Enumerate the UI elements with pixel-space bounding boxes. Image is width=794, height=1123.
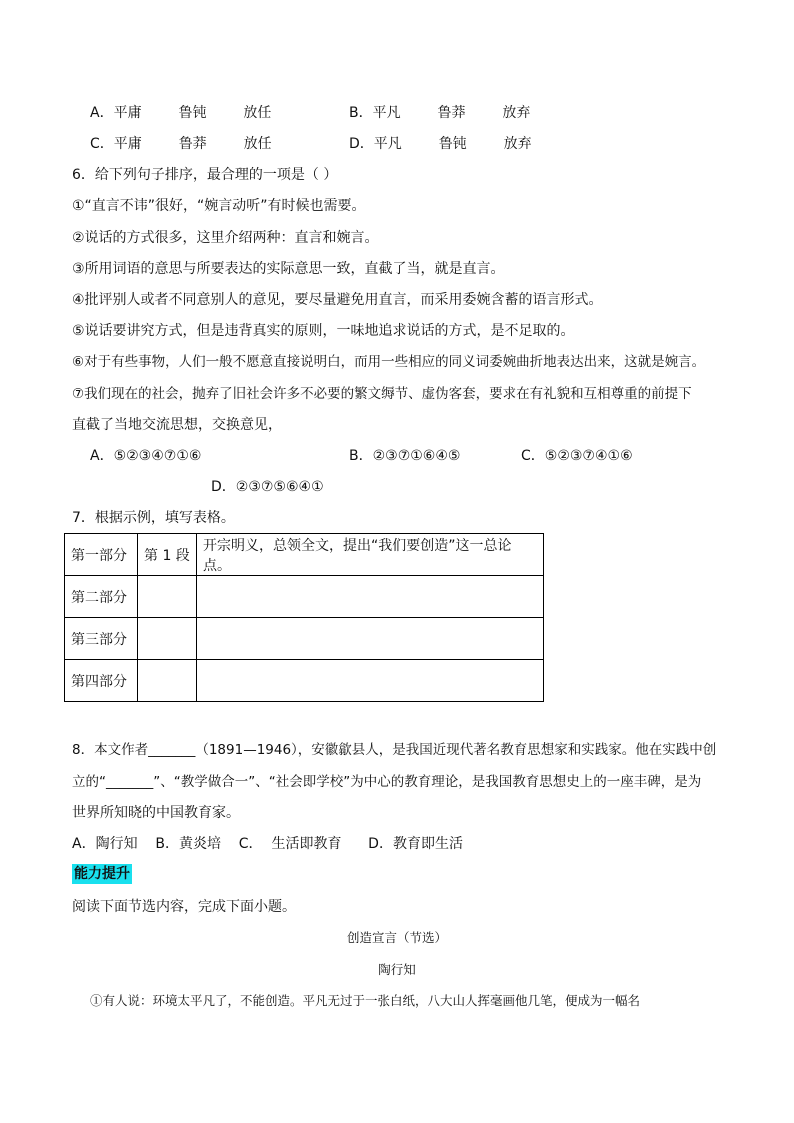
q6-stem: 6．给下列句子排序，最合理的一项是（ ） xyxy=(72,167,338,183)
section-tag: 能力提升 xyxy=(74,866,130,882)
q6-sentence-5: ⑤说话要讲究方式，但是违背真实的原则，一味地追求说话的方式，是不足取的。 xyxy=(72,323,575,339)
q6-sentence-7b: 直截了当地交流思想，交换意见， xyxy=(72,417,282,433)
q5-a-word3: 放任 xyxy=(243,105,272,121)
q5-option-d xyxy=(349,134,532,154)
table-cell-part: 第三部分 xyxy=(65,618,138,660)
table-cell-desc[interactable] xyxy=(197,618,544,660)
q6-sentence-3: ③所用词语的意思与所要表达的实际意思一致，直截了当，就是直言。 xyxy=(72,261,505,277)
q5-d-word1: D．平凡 xyxy=(349,136,402,152)
passage-paragraph-1: ①有人说：环境太平凡了，不能创造。平凡无过于一张白纸，八大山人挥毫画他几笔，便成为一幅名 xyxy=(90,993,641,1008)
q8-line-3: 世界所知晓的中国教育家。 xyxy=(72,805,240,821)
q5-a-word1: A．平庸 xyxy=(90,105,142,121)
table-cell-para[interactable] xyxy=(138,576,197,618)
table-cell-desc[interactable] xyxy=(197,576,544,618)
q5-option-b xyxy=(349,103,530,123)
table-cell-para: 第 1 段 xyxy=(138,534,197,576)
table-row xyxy=(65,576,544,618)
table-cell-part: 第四部分 xyxy=(65,660,138,702)
q6-option-c: C．⑤②③⑦④①⑥ xyxy=(521,448,633,464)
q6-option-b: B．②③⑦①⑥④⑤ xyxy=(349,448,461,464)
q5-a-word2: 鲁钝 xyxy=(178,105,207,121)
table-cell-para[interactable] xyxy=(138,618,197,660)
q8-options: A．陶行知 B．黄炎培 C． 生活即教育 D．教育即生活 xyxy=(72,836,463,852)
table-cell-part: 第二部分 xyxy=(65,576,138,618)
table-row xyxy=(65,534,544,576)
passage-author: 陶行知 xyxy=(378,962,416,977)
q5-b-word3: 放弃 xyxy=(502,105,531,121)
q6-option-a: A．⑤②③④⑦①⑥ xyxy=(90,448,202,464)
passage-title: 创造宣言（节选） xyxy=(346,930,447,945)
q5-d-word3: 放弃 xyxy=(503,136,532,152)
q5-option-c xyxy=(90,134,272,154)
q7-stem: 7．根据示例，填写表格。 xyxy=(72,510,235,526)
table-cell-desc: 开宗明义，总领全文，提出“我们要创造”这一总论点。 xyxy=(197,534,544,576)
table-row xyxy=(65,660,544,702)
q7-table xyxy=(64,533,544,702)
reading-instruction: 阅读下面节选内容，完成下面小题。 xyxy=(72,899,296,915)
table-row xyxy=(65,618,544,660)
q8-line-2: 立的“_______”、“教学做合一”、“社会即学校”为中心的教育理论，是我国教育思想史上的一座丰碑，是为 xyxy=(72,774,702,790)
q5-c-word1: C．平庸 xyxy=(90,136,142,152)
q5-b-word1: B．平凡 xyxy=(349,105,401,121)
q6-sentence-6: ⑥对于有些事物，人们一般不愿意直接说明白，而用一些相应的同义词委婉曲折地表达出来，这就是婉言。 xyxy=(72,354,706,370)
q6-sentence-7a: ⑦我们现在的社会，抛弃了旧社会许多不必要的繁文缛节、虚伪客套，要求在有礼貌和互相尊重的前提下 xyxy=(72,386,692,402)
q5-b-word2: 鲁莽 xyxy=(437,105,466,121)
q5-d-word2: 鲁钝 xyxy=(438,136,467,152)
q6-sentence-1: ①“直言不讳”很好，“婉言动听”有时候也需要。 xyxy=(72,198,366,214)
q6-sentence-2: ②说话的方式很多，这里介绍两种：直言和婉言。 xyxy=(72,230,379,246)
table-cell-part: 第一部分 xyxy=(65,534,138,576)
q6-sentence-4: ④批评别人或者不同意别人的意见，要尽量避免用直言，而采用委婉含蓄的语言形式。 xyxy=(72,292,603,308)
q5-option-a xyxy=(90,103,271,123)
table-cell-para[interactable] xyxy=(138,660,197,702)
table-cell-desc[interactable] xyxy=(197,660,544,702)
q6-option-d: D．②③⑦⑤⑥④① xyxy=(211,479,324,495)
q5-c-word3: 放任 xyxy=(243,136,272,152)
q8-line-1: 8．本文作者_______（1891—1946），安徽歙县人，是我国近现代著名教育思想家和实践家。他在实践中创 xyxy=(72,742,717,758)
q5-c-word2: 鲁莽 xyxy=(178,136,207,152)
